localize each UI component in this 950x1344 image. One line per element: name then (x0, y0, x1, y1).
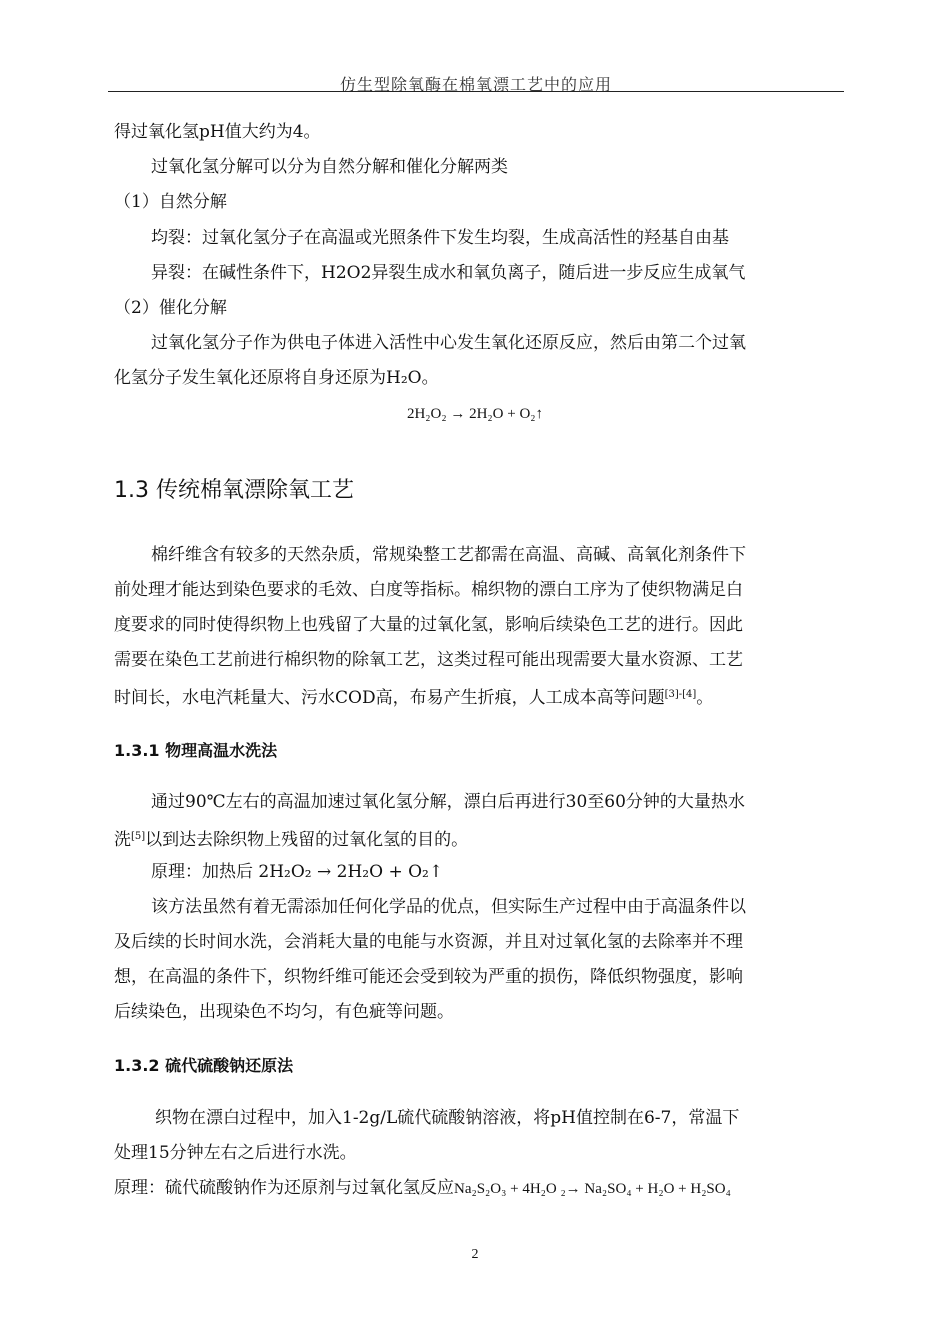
header-divider (108, 91, 844, 92)
equation: 2H₂O₂ → 2H₂O + O₂↑ (406, 406, 544, 422)
paragraph-text: 。 (696, 688, 714, 708)
paragraph-line (114, 825, 468, 852)
paragraph-line: 异裂：在碱性条件下，H2O2异裂生成水和氧负离子，随后进一步反应生成氧气 (151, 263, 746, 283)
paragraph-line: 需要在染色工艺前进行棉织物的除氧工艺，这类过程可能出现需要大量水资源、工艺 (114, 650, 743, 670)
principle-text: 原理：硫代硫酸钠作为还原剂与过氧化氢反应 (114, 1178, 454, 1198)
principle-line (114, 1176, 731, 1201)
paragraph-line: 织物在漂白过程中，加入1-2g/L硫代硫酸钠溶液，将pH值控制在6-7，常温下 (155, 1108, 740, 1128)
list-item-natural: （1）自然分解 (114, 192, 227, 212)
citation: [3]-[4] (664, 689, 697, 700)
paragraph-line: 棉纤维含有较多的天然杂质，常规染整工艺都需在高温、高碱、高氧化剂条件下 (151, 545, 746, 565)
paragraph-line: 通过90℃左右的高温加速过氧化氢分解，漂白后再进行30至60分钟的大量热水 (151, 792, 745, 812)
paragraph-line: 处理15分钟左右之后进行水洗。 (114, 1143, 357, 1163)
paragraph-line: 均裂：过氧化氢分子在高温或光照条件下发生均裂，生成高活性的羟基自由基 (151, 228, 729, 248)
section-heading: 1.3 传统棉氧漂除氧工艺 (114, 478, 354, 503)
paragraph-line: 度要求的同时使得织物上也残留了大量的过氧化氢，影响后续染色工艺的进行。因此 (114, 615, 743, 635)
page-number: 2 (471, 1247, 479, 1262)
paragraph-line: 该方法虽然有着无需添加任何化学品的优点，但实际生产过程中由于高温条件以 (151, 897, 746, 917)
paragraph-line: 得过氧化氢pH值大约为4。 (114, 122, 321, 142)
reaction-equation: Na₂S₂O₃ + 4H₂O ₂→ Na₂SO₄ + H₂O + H₂SO₄ (454, 1181, 731, 1197)
paragraph-text: 时间长，水电汽耗量大、污水COD高，布易产生折痕，人工成本高等问题 (114, 688, 665, 708)
paragraph-text: 以到达去除织物上残留的过氧化氢的目的。 (145, 830, 469, 850)
page-header: 仿生型除氧酶在棉氧漂工艺中的应用 (339, 75, 612, 94)
paragraph-line: 过氧化氢分解可以分为自然分解和催化分解两类 (151, 157, 508, 177)
citation: [5] (131, 831, 146, 842)
subsection-heading: 1.3.2 硫代硫酸钠还原法 (114, 1056, 294, 1075)
paragraph-line: 前处理才能达到染色要求的毛效、白度等指标。棉织物的漂白工序为了使织物满足白 (114, 580, 743, 600)
list-item-catalytic: （2）催化分解 (114, 298, 227, 318)
paragraph-line: 及后续的长时间水洗，会消耗大量的电能与水资源，并且对过氧化氢的去除率并不理 (114, 932, 743, 952)
paragraph-line (114, 683, 713, 710)
subsection-heading: 1.3.1 物理高温水洗法 (114, 741, 278, 760)
paragraph-line: 后续染色，出现染色不均匀，有色疵等问题。 (114, 1002, 454, 1022)
principle-line: 原理：加热后 2H₂O₂ → 2H₂O + O₂↑ (151, 862, 444, 882)
paragraph-line: 过氧化氢分子作为供电子体进入活性中心发生氧化还原反应，然后由第二个过氧 (151, 333, 746, 353)
paragraph-text: 洗 (114, 830, 131, 850)
paragraph-line: 想，在高温的条件下，织物纤维可能还会受到较为严重的损伤，降低织物强度，影响 (114, 967, 743, 987)
paragraph-line: 化氢分子发生氧化还原将自身还原为H₂O。 (114, 368, 439, 388)
